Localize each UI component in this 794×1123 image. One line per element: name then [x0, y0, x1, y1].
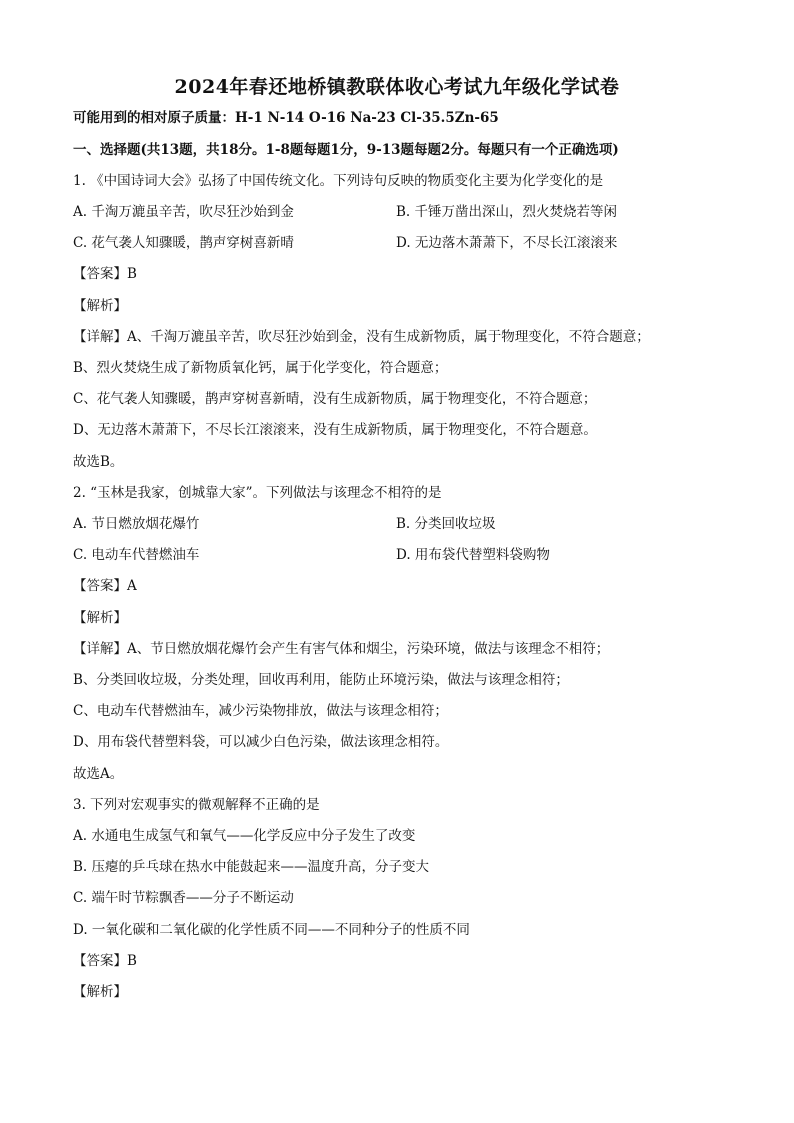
- question-2-option-a: A. 节日燃放烟花爆竹: [73, 516, 200, 532]
- page-title: 2024年春还地桥镇教联体收心考试九年级化学试卷: [174, 76, 620, 98]
- question-1-detail-line: C、花气袭人知骤暖，鹊声穿树喜新晴，没有生成新物质，属于物理变化，不符合题意；: [73, 391, 597, 407]
- question-3-analysis: 【解析】: [73, 984, 127, 1000]
- question-3-answer: 【答案】B: [73, 953, 137, 969]
- question-1-option-c: C. 花气袭人知骤暖，鹊声穿树喜新晴: [73, 235, 294, 251]
- question-1-option-d: D. 无边落木萧萧下，不尽长江滚滚来: [396, 235, 618, 251]
- question-1-option-b: B. 千锤万凿出深山，烈火焚烧若等闲: [396, 204, 618, 220]
- question-1-option-a: A. 千淘万漉虽辛苦，吹尽狂沙始到金: [73, 204, 294, 220]
- question-2-option-d: D. 用布袋代替塑料袋购物: [396, 547, 550, 563]
- question-1-stem: 1. 《中国诗词大会》弘扬了中国传统文化。下列诗句反映的物质变化主要为化学变化的是: [73, 173, 604, 189]
- question-1-analysis: 【解析】: [73, 298, 127, 314]
- question-1-conclusion: 故选B。: [73, 454, 124, 470]
- question-2-stem: 2. “玉林是我家，创城靠大家”。下列做法与该理念不相符的是: [73, 485, 442, 501]
- question-2-detail-line: B、分类回收垃圾，分类处理，回收再利用，能防止环境污染，做法与该理念相符；: [73, 672, 569, 688]
- question-3-option-d: D. 一氧化碳和二氧化碳的化学性质不同——不同种分子的性质不同: [73, 922, 470, 938]
- question-2-detail-line: D、用布袋代替塑料袋，可以减少白色污染，做法该理念相符。: [73, 734, 449, 750]
- question-3-option-b: B. 压瘪的乒乓球在热水中能鼓起来——温度升高，分子变大: [73, 859, 430, 875]
- question-3-stem: 3. 下列对宏观事实的微观解释不正确的是: [73, 797, 320, 813]
- atomic-masses: 可能用到的相对原子质量：H-1 N-14 O-16 Na-23 Cl-35.5Zn-65: [73, 110, 499, 126]
- question-3-option-a: A. 水通电生成氢气和氧气——化学反应中分子发生了改变: [73, 828, 416, 844]
- question-2-detail-line: 【详解】A、节日燃放烟花爆竹会产生有害气体和烟尘，污染环境，做法与该理念不相符；: [73, 641, 610, 657]
- section-header: 一、选择题(共13题，共18分。1-8题每题1分，9-13题每题2分。每题只有一个正确选项): [73, 142, 619, 158]
- question-3-option-c: C. 端午时节粽飘香——分子不断运动: [73, 890, 294, 906]
- question-1-detail-line: B、烈火焚烧生成了新物质氧化钙，属于化学变化，符合题意；: [73, 360, 448, 376]
- question-2-detail-line: C、电动车代替燃油车，减少污染物排放，做法与该理念相符；: [73, 703, 448, 719]
- question-1-detail-line: 【详解】A、千淘万漉虽辛苦，吹尽狂沙始到金，没有生成新物质，属于物理变化，不符合题意；: [73, 329, 650, 345]
- question-2-analysis: 【解析】: [73, 610, 127, 626]
- question-1-answer: 【答案】B: [73, 266, 137, 282]
- question-2-conclusion: 故选A。: [73, 766, 124, 782]
- question-1-detail-line: D、无边落木萧萧下，不尽长江滚滚来，没有生成新物质，属于物理变化，不符合题意。: [73, 422, 597, 438]
- question-2-option-c: C. 电动车代替燃油车: [73, 547, 200, 563]
- question-2-option-b: B. 分类回收垃圾: [396, 516, 496, 532]
- question-2-answer: 【答案】A: [73, 578, 137, 594]
